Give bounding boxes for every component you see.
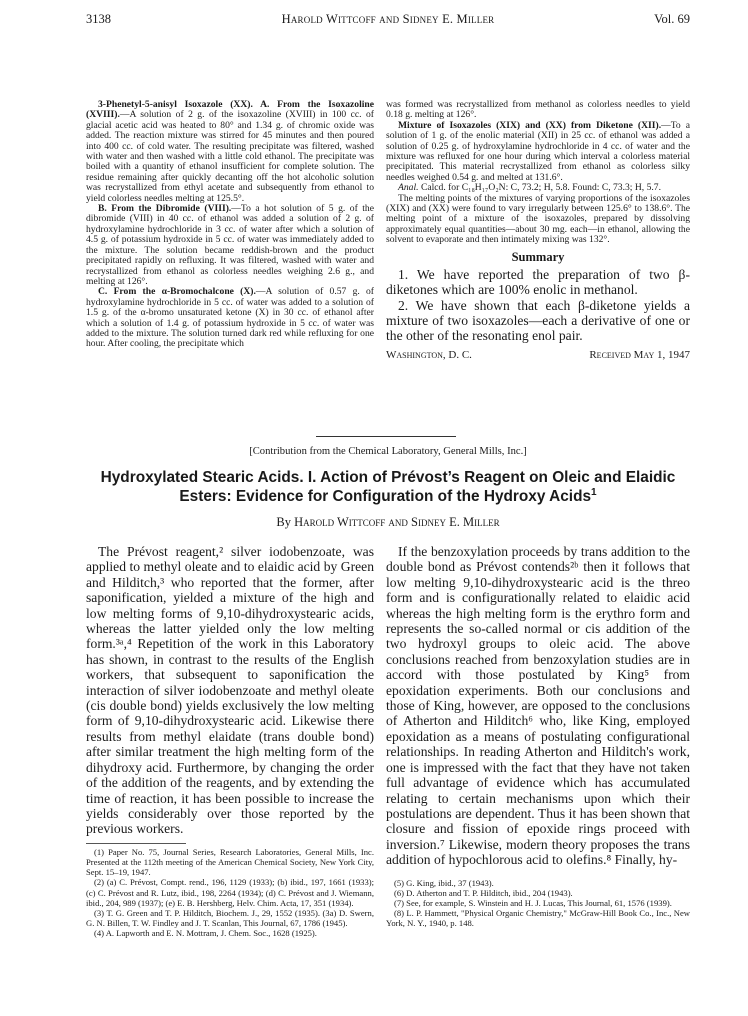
footnote-4: (4) A. Lapworth and E. N. Mottram, J. Chem. Soc., 1628 (1925).: [94, 928, 317, 939]
experimental-paragraph-c: C. From the α-Bromochalcone (X).—A solution of 0.57 g. of hydroxylamine hydrochloride in 5 cc. of water was added to a solution of 1.5 g. of the α-bromo unsaturated ketone (X) in 30 cc. of ethanol after which a solution of 1.4 g. of potassium hydroxide in 5 cc. of water was added to the mixture. The solution turned dark red while refluxing for one hour. After cooling, the precipitate which: [86, 286, 375, 350]
summary-heading: Summary: [511, 249, 565, 264]
section-divider: [316, 436, 456, 437]
experimental-right-column: [386, 100, 690, 363]
body-right-column: [386, 544, 690, 929]
contribution-line: [Contribution from the Chemical Laboratory, General Mills, Inc.]: [249, 446, 527, 457]
section-heading-b: B. From the Dibromide (VIII).: [98, 203, 232, 215]
summary-item-1: 1. We have reported the preparation of two β-diketones which are 100% enolic in methanol.: [386, 266, 690, 298]
footnote-1: (1) Paper No. 75, Journal Series, Research Laboratories, General Mills, Inc. Presented at the 112th meeting of the American Chemical Society, New York City, Sept. 15–19, 1947.: [86, 846, 374, 878]
footnote-7: (7) See, for example, S. Winstein and H. J. Lucas, This Journal, 61, 1576 (1939).: [394, 897, 672, 908]
experimental-paragraph-b: B. From the Dibromide (VIII).—To a hot solution of 5 g. of the dibromide (VIII) in 40 cc. of ethanol was added a solution of 2 g. of hydroxylamine hydrochloride in 3 cc. of water after which a solution of 4.5 g. of potassium hydroxide in 5 cc. of water was immediately added to the mixture. The solution became reddish-brown and the product precipitated rapidly on refluxing. It was filtered, washed with water and recrystallized from ethanol as colorless needles weighing 2.6 g., and melting at 126°.: [86, 203, 374, 287]
section-heading-mixture: Mixture of Isoxazoles (XIX) and (XX) from Diketone (XII).: [398, 119, 662, 131]
summary-item-2: 2. We have shown that each β-diketone yields a mixture of two isoxazoles—each a derivative of one or the other of the resonating enol pair.: [386, 297, 690, 344]
byline-authors: Harold Wittcoff and Sidney E. Miller: [294, 515, 500, 529]
place: Washington, D. C.: [386, 348, 472, 361]
article-title-line-2: Esters: Evidence for Configuration of the Hydroxy Acids: [179, 488, 592, 505]
section-heading-c: C. From the α-Bromochalcone (X).: [98, 286, 256, 298]
byline-by: By: [276, 515, 291, 529]
footnote-8: (8) L. P. Hammett, "Physical Organic Chemistry," McGraw-Hill Book Co., Inc., New York, N. Y., 1940, p. 148.: [386, 908, 690, 929]
article-title: [86, 468, 690, 506]
footnote-2: (2) (a) C. Prévost, Compt. rend., 196, 1129 (1933); (b) ibid., 197, 1661 (1933); (c) C. Prévost and R. Lutz, ibid., 198, 2264 (1934); (d) C. Prévost and J. Wiemann, ibid., 204, 989 (1937); (e) E. B. Hershberg, Helv. Chim. Acta, 17, 351 (1934).: [86, 877, 374, 908]
experimental-left-column: [86, 100, 374, 350]
analysis-paragraph: Anal. Calcd. for C₁₈H₁₇O₂N: C, 73.2; H, 5.8. Found: C, 73.3; H, 5.7.: [398, 182, 661, 194]
body-left-column: [86, 544, 374, 939]
experimental-paragraph-a: 3-Phenetyl-5-anisyl Isoxazole (XX). A. From the Isoxazoline (XVIII).—A solution of 2 g. of the isoxazoline (XVIII) in 100 cc. of glacial acetic acid was heated to 80° and 1.34 g. of chromic oxide was added. The reaction mixture was stirred for 45 minutes and then poured into 400 cc. of cold water. The resulting precipitate was filtered, washed with water and then washed with a little cold ethanol. The precipitate was boiled with a quantity of ethanol insufficient for complete solution. The residue remaining after quickly decanting off the hot alcoholic solution was recrystallized from ethyl acetate and subsequently from ethanol to yield colorless needles melting at 125.5°.: [86, 99, 374, 204]
footnote-rule: [86, 843, 186, 844]
article-title-line-1: Hydroxylated Stearic Acids. I. Action of Prévost’s Reagent on Oleic and Elaidic: [100, 469, 676, 486]
volume-number: Vol. 69: [654, 12, 690, 26]
mixture-paragraph: Mixture of Isoxazoles (XIX) and (XX) from Diketone (XII).—To a solution of 1 g. of the enolic material (XII) in 25 cc. of ethanol was added a solution of 0.25 g. of hydroxylamine hydrochloride in 4 cc. of water and the mixture was refluxed for one hour during which interval a colorless material precipitated. This material recrystallized from ethanol as colorless silky needles weighed 0.54 g. and melted at 131.6°.: [386, 119, 691, 183]
place-date-row: [386, 349, 690, 363]
byline: [86, 515, 690, 530]
body-paragraph-right: If the benzoxylation proceeds by trans addition to the double bond as Prévost contends²ᵇ then it follows that low melting 9,10-dihydroxystearic acid is the threo form and is configurationally related to elaidic acid whereas the high melting form is the erythro form and represents the so-called normal or cis addition of the two hydroxyl groups to oleic acid. The above conclusions reached from benzoxylation studies are in accord with those postulated by King⁵ from epoxidation experiments. Both our conclusions and those of King, however, are opposed to the conclusions of Atherton and Hilditch⁶ who, like King, employed epoxidation as a means of postulating configurational relationships. In reading Atherton and Hilditch's work, one is impressed with the fact that they have not taken full advantage of evidence which has accumulated relating to certain mechanisms upon which their postulations are dependent. Thus it has been shown that closure and fission of epoxide rings proceed with inversion.⁷ Likewise, modern theory proposes the trans addition of hypochlorous acid to olefins.⁸ Finally, hy-: [386, 544, 690, 868]
running-head-authors: Harold Wittcoff and Sidney E. Miller: [281, 12, 495, 26]
received-date: Received May 1, 1947: [589, 348, 690, 361]
experimental-continuation: was formed was recrystallized from methanol as colorless needles to yield 0.18 g. melting at 126°.: [386, 99, 690, 121]
title-footnote-marker: 1: [591, 486, 597, 498]
footnote-6: (6) D. Atherton and T. P. Hilditch, ibid., 204 (1943).: [394, 887, 573, 898]
footnote-3: (3) T. G. Green and T. P. Hilditch, Biochem. J., 29, 1552 (1935). (3a) D. Swern, G. N. Billen, T. W. Findley and J. T. Scanlan, This Journal, 67, 1786 (1945).: [86, 907, 374, 929]
running-head: [86, 12, 690, 28]
body-paragraph-left: The Prévost reagent,² silver iodobenzoate, was applied to methyl oleate and to elaidic acid by Green and Hilditch,³ who reported that the former, after saponification, yielded a mixture of the high and low melting forms of 9,10-dihydroxystearic acids, whereas the latter yielded only the low melting form.³ᵃ,⁴ Repetition of the work in this Laboratory has shown, in contrast to the results of the English workers, that subsequent to saponification the interaction of silver iodobenzoate and methyl oleate (cis double bond) yields exclusively the low melting form of 9,10-dihydroxystearic acid. Likewise there results from methyl elaidate (trans double bond) after similar treatment the high melting form of the dihydroxy acid. Furthermore, by changing the order of the addition of the reagents, and by extending the time of reaction, it has been possible to increase the yields considerably over those reported by the previous workers.: [86, 544, 374, 837]
footnote-5: (5) G. King, ibid., 37 (1943).: [394, 877, 494, 888]
section-heading-a: 3-Phenetyl-5-anisyl Isoxazole (XX). A. From the Isoxazoline (XVIII).: [86, 99, 374, 121]
page-number: 3138: [86, 12, 111, 26]
melting-point-paragraph: The melting points of the mixtures of varying proportions of the isoxazoles (XIX) and (XX) were found to vary irregularly between 125.6° to 138.6°. The melting point of a mixture of the isoxazoles, prepared by dissolving approximately equal quantities—about 30 mg. each—in ethanol, allowing the solvent to evaporate and then intimately mixing was 132°.: [386, 192, 690, 246]
analysis-label: Anal.: [398, 182, 419, 194]
